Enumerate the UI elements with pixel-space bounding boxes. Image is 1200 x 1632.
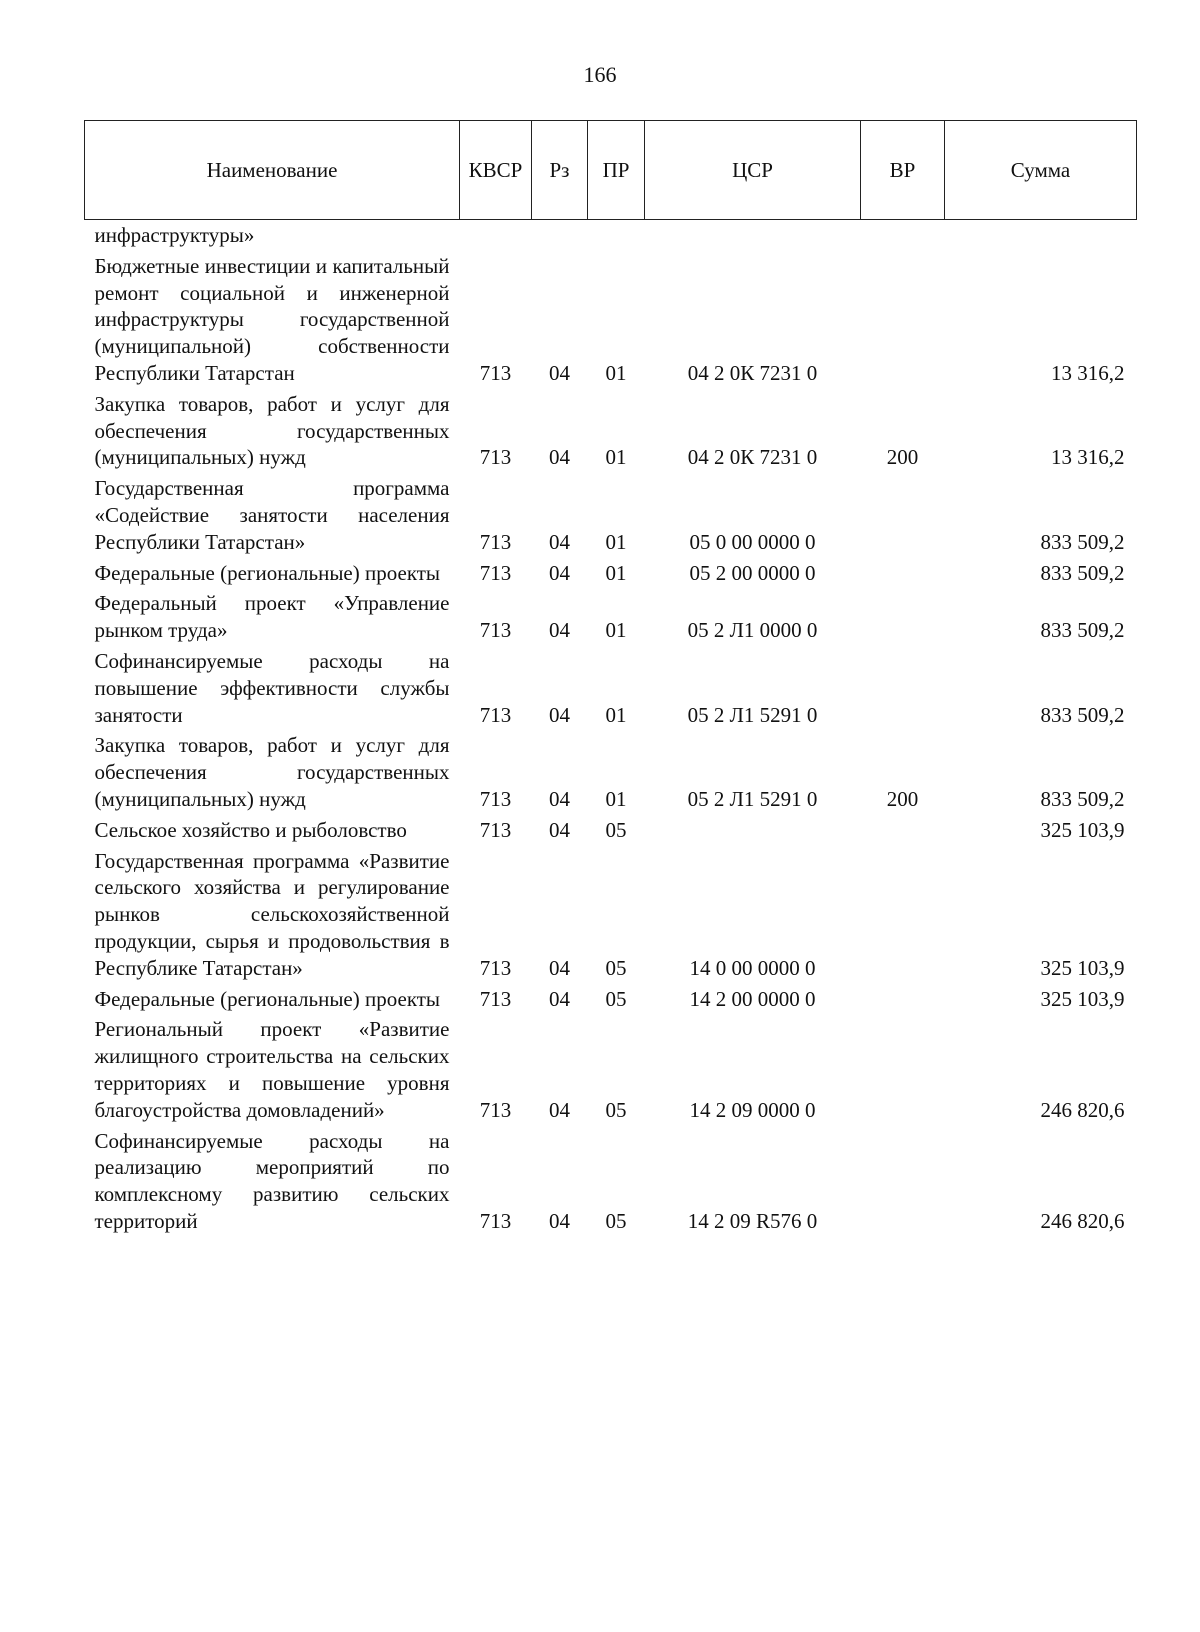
row-kvsr: 713 (479, 1208, 512, 1233)
row-vr (861, 249, 945, 387)
row-pr (588, 220, 645, 249)
row-csr: 14 2 00 0000 0 (689, 986, 816, 1011)
row-sum: 13 316,2 (1051, 360, 1125, 385)
row-kvsr (460, 220, 532, 249)
table-row (85, 728, 1137, 812)
row-vr (861, 1124, 945, 1235)
row-name: Государственная программа «Развитие сельского хозяйства и регулирование рынков сельскохозяйственной продукции, сырья и продовольствия в Республике Татарстан» (94, 848, 450, 980)
row-name: Федеральный проект «Управление рынком труда» (94, 591, 450, 643)
row-vr (861, 982, 945, 1013)
row-kvsr: 713 (479, 955, 512, 980)
table-row (85, 1124, 1137, 1235)
row-sum: 833 509,2 (1040, 702, 1125, 727)
row-csr: 14 0 00 0000 0 (689, 955, 816, 980)
table-row (85, 387, 1137, 471)
row-csr: 04 2 0К 7231 0 (687, 445, 818, 470)
row-sum: 325 103,9 (1040, 817, 1125, 842)
row-pr: 01 (605, 786, 627, 811)
table-body (85, 220, 1137, 1235)
row-pr: 01 (605, 618, 627, 643)
header-kvsr: КВСР (460, 121, 532, 220)
row-name: Софинансируемые расходы на повышение эффективности службы занятости (94, 648, 450, 727)
row-sum: 325 103,9 (1040, 986, 1125, 1011)
row-csr: 05 2 00 0000 0 (689, 560, 816, 585)
table-row (85, 1012, 1137, 1123)
row-csr: 14 2 09 R576 0 (687, 1208, 818, 1233)
row-vr (861, 556, 945, 587)
row-rz: 04 (549, 529, 570, 554)
row-kvsr: 713 (479, 1097, 512, 1122)
row-rz: 04 (549, 955, 570, 980)
header-pr: ПР (588, 121, 645, 220)
row-rz: 04 (549, 786, 570, 811)
table-header (85, 121, 1137, 220)
row-vr (861, 644, 945, 728)
row-rz: 04 (549, 360, 570, 385)
row-csr: 05 0 00 0000 0 (689, 529, 816, 554)
row-name: Федеральные (региональные) проекты (94, 560, 441, 585)
row-rz: 04 (549, 986, 570, 1011)
table-row (85, 556, 1137, 587)
row-pr: 05 (605, 955, 627, 980)
row-pr: 05 (605, 1097, 627, 1122)
row-vr (861, 813, 945, 844)
table-row (85, 220, 1137, 249)
row-kvsr: 713 (479, 360, 512, 385)
row-name: Закупка товаров, работ и услуг для обеспечения государственных (муниципальных) нужд (94, 733, 450, 811)
row-csr (645, 220, 861, 249)
row-kvsr: 713 (479, 618, 512, 643)
header-csr: ЦСР (645, 121, 861, 220)
row-rz: 04 (549, 560, 570, 585)
row-rz: 04 (549, 445, 570, 470)
row-pr: 01 (605, 360, 627, 385)
row-csr: 05 2 Л1 5291 0 (687, 786, 818, 811)
row-rz: 04 (549, 1208, 570, 1233)
row-vr (861, 220, 945, 249)
row-kvsr: 713 (479, 817, 512, 842)
row-vr: 200 (886, 445, 919, 470)
row-sum: 833 509,2 (1040, 560, 1125, 585)
table-row (85, 586, 1137, 644)
row-rz: 04 (549, 1097, 570, 1122)
row-vr (861, 586, 945, 644)
row-sum: 246 820,6 (1040, 1097, 1125, 1122)
table-row (85, 471, 1137, 555)
row-name: Софинансируемые расходы на реализацию мероприятий по комплексному развитию сельских территорий (94, 1128, 450, 1233)
table-row (85, 644, 1137, 728)
row-kvsr: 713 (479, 560, 512, 585)
row-pr: 01 (605, 529, 627, 554)
row-sum: 13 316,2 (1051, 445, 1125, 470)
table-row (85, 813, 1137, 844)
table-row (85, 982, 1137, 1013)
row-name: Сельское хозяйство и рыболовство (94, 817, 407, 842)
row-vr (861, 1012, 945, 1123)
row-csr: 14 2 09 0000 0 (689, 1097, 816, 1122)
row-rz: 04 (549, 702, 570, 727)
row-name: Региональный проект «Развитие жилищного строительства на сельских территориях и повышение уровня благоустройства домовладений» (94, 1017, 450, 1122)
table-row (85, 844, 1137, 982)
row-sum: 833 509,2 (1040, 786, 1125, 811)
row-kvsr: 713 (479, 529, 512, 554)
row-vr (861, 844, 945, 982)
budget-table (84, 120, 1137, 1235)
row-pr: 01 (605, 702, 627, 727)
row-csr: 05 2 Л1 5291 0 (687, 702, 818, 727)
row-kvsr: 713 (479, 702, 512, 727)
row-pr: 05 (605, 986, 627, 1011)
row-kvsr: 713 (479, 986, 512, 1011)
header-rz: Рз (532, 121, 588, 220)
header-sum: Сумма (945, 121, 1137, 220)
row-rz: 04 (549, 817, 570, 842)
row-sum: 246 820,6 (1040, 1208, 1125, 1233)
row-pr: 01 (605, 560, 627, 585)
row-name: Бюджетные инвестиции и капитальный ремонт социальной и инженерной инфраструктуры государственной (муниципальной) собственности Республики Татарстан (94, 253, 450, 385)
header-name: Наименование (85, 121, 460, 220)
row-sum (945, 220, 1137, 249)
row-pr: 05 (605, 1208, 627, 1233)
row-kvsr: 713 (479, 786, 512, 811)
row-rz: 04 (549, 618, 570, 643)
row-kvsr: 713 (479, 445, 512, 470)
row-name: Федеральные (региональные) проекты (94, 986, 441, 1011)
row-name: Государственная программа «Содействие занятости населения Республики Татарстан» (94, 476, 450, 554)
header-vr: ВР (861, 121, 945, 220)
row-pr: 01 (605, 445, 627, 470)
row-pr: 05 (605, 817, 627, 842)
row-name: инфраструктуры» (94, 223, 255, 247)
row-csr (645, 813, 861, 844)
row-csr: 05 2 Л1 0000 0 (687, 618, 818, 643)
row-rz (532, 220, 588, 249)
row-sum: 833 509,2 (1040, 618, 1125, 643)
row-vr: 200 (886, 786, 919, 811)
row-vr (861, 471, 945, 555)
row-name: Закупка товаров, работ и услуг для обеспечения государственных (муниципальных) нужд (94, 391, 450, 470)
table-row (85, 249, 1137, 387)
row-sum: 325 103,9 (1040, 955, 1125, 980)
row-sum: 833 509,2 (1040, 529, 1125, 554)
row-csr: 04 2 0К 7231 0 (687, 360, 818, 385)
page-number: 166 (583, 62, 617, 87)
